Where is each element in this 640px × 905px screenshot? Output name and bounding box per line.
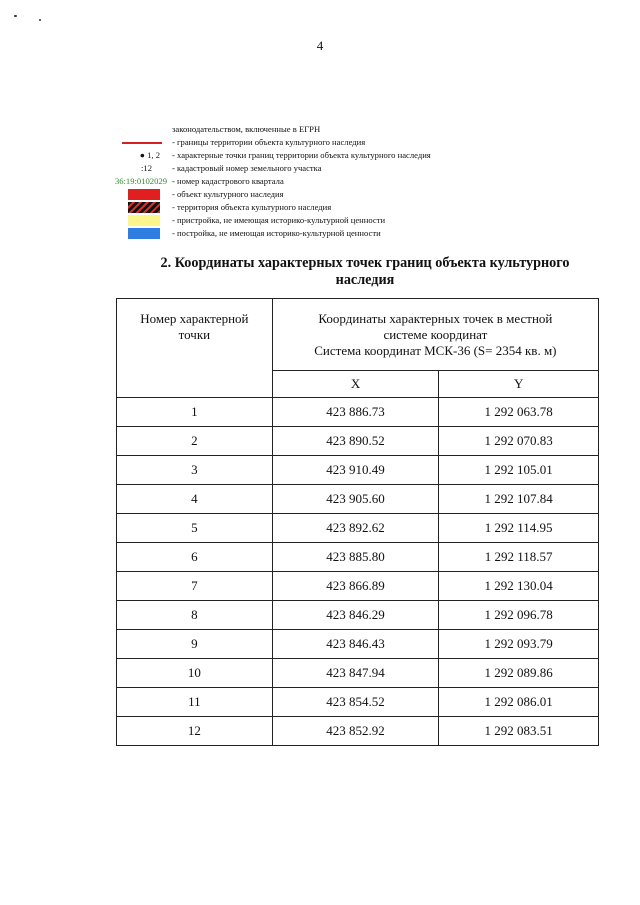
y-coordinate-cell: 1 292 105.01 — [439, 456, 599, 485]
legend-item-building — [100, 227, 520, 240]
y-coordinate-cell: 1 292 086.01 — [439, 688, 599, 717]
header-point-number — [117, 299, 273, 398]
table-row — [117, 427, 599, 456]
legend-text: - постройка, не имеющая историко-культурной ценности — [172, 228, 381, 238]
table-row — [117, 717, 599, 746]
table-row — [117, 456, 599, 485]
table-row — [117, 398, 599, 427]
scan-speck — [39, 19, 41, 21]
red-line-icon — [122, 142, 162, 144]
point-number-cell: 7 — [117, 572, 273, 601]
coordinates-table — [116, 298, 599, 746]
y-coordinate-cell: 1 292 130.04 — [439, 572, 599, 601]
legend-text: - номер кадастрового квартала — [172, 176, 284, 186]
x-coordinate-cell: 423 886.73 — [272, 398, 439, 427]
x-coordinate-cell: 423 910.49 — [272, 456, 439, 485]
legend-item-territory — [100, 201, 520, 214]
x-coordinate-cell: 423 885.80 — [272, 543, 439, 572]
x-coordinate-cell: 423 852.92 — [272, 717, 439, 746]
legend-text: - границы территории объекта культурного наследия — [172, 137, 366, 147]
header-text: Система координат МСК-36 (S= 2354 кв. м) — [314, 342, 557, 358]
header-coordinates — [272, 299, 598, 371]
table-row — [117, 688, 599, 717]
table-row — [117, 543, 599, 572]
page-number: 4 — [316, 38, 324, 53]
section-title-line: наследия — [335, 272, 395, 288]
scan-speck — [14, 15, 17, 17]
point-number-cell: 2 — [117, 427, 273, 456]
x-coordinate-cell: 423 846.29 — [272, 601, 439, 630]
x-coordinate-cell: 423 866.89 — [272, 572, 439, 601]
x-coordinate-cell: 423 854.52 — [272, 688, 439, 717]
legend-intro: законодательством, включенные в ЕГРН — [172, 124, 321, 134]
y-coordinate-cell: 1 292 093.79 — [439, 630, 599, 659]
point-number-cell: 11 — [117, 688, 273, 717]
legend-item-quarter — [100, 175, 520, 188]
header-text: Номер характерной — [140, 311, 249, 326]
header-text: Координаты характерных точек в местной — [318, 310, 553, 326]
header-text: системе координат — [383, 326, 488, 342]
table-row — [117, 659, 599, 688]
yellow-fill-icon — [128, 215, 160, 226]
y-coordinate-cell: 1 292 089.86 — [439, 659, 599, 688]
legend-item-boundary — [100, 136, 520, 149]
table-body — [117, 398, 599, 746]
point-number-cell: 3 — [117, 456, 273, 485]
y-coordinate-cell: 1 292 118.57 — [439, 543, 599, 572]
header-y: Y — [439, 371, 599, 398]
legend-symbol-text: 36:19:0102029 — [114, 176, 167, 186]
legend-item-parcel — [100, 162, 520, 175]
legend-intro-row — [100, 123, 520, 136]
table-row — [117, 601, 599, 630]
y-coordinate-cell: 1 292 083.51 — [439, 717, 599, 746]
legend-item-object — [100, 188, 520, 201]
legend-text: - пристройка, не имеющая историко-культурной ценности — [172, 215, 386, 225]
legend-text: - кадастровый номер земельного участка — [172, 163, 322, 173]
point-number-cell: 12 — [117, 717, 273, 746]
x-coordinate-cell: 423 905.60 — [272, 485, 439, 514]
table-row — [117, 572, 599, 601]
legend-symbol-text: :12 — [141, 163, 152, 173]
y-coordinate-cell: 1 292 107.84 — [439, 485, 599, 514]
map-legend — [100, 123, 520, 240]
legend-item-annex — [100, 214, 520, 227]
point-number-cell: 9 — [117, 630, 273, 659]
table-row — [117, 485, 599, 514]
legend-text: - характерные точки границ территории объекта культурного наследия — [172, 150, 431, 160]
y-coordinate-cell: 1 292 063.78 — [439, 398, 599, 427]
point-number-cell: 1 — [117, 398, 273, 427]
table-row — [117, 514, 599, 543]
hatched-fill-icon — [128, 202, 160, 213]
section-title-line: 2. Координаты характерных точек границ объекта культурного — [160, 255, 570, 271]
legend-text: - территория объекта культурного наследия — [172, 202, 332, 212]
x-coordinate-cell: 423 892.62 — [272, 514, 439, 543]
y-coordinate-cell: 1 292 096.78 — [439, 601, 599, 630]
point-number-cell: 4 — [117, 485, 273, 514]
legend-text: - объект культурного наследия — [172, 189, 284, 199]
x-coordinate-cell: 423 847.94 — [272, 659, 439, 688]
section-title — [130, 255, 600, 289]
y-coordinate-cell: 1 292 114.95 — [439, 514, 599, 543]
point-icon: ● 1, 2 — [139, 150, 160, 160]
point-number-cell: 10 — [117, 659, 273, 688]
header-x: X — [272, 371, 439, 398]
point-number-cell: 6 — [117, 543, 273, 572]
red-fill-icon — [128, 189, 160, 200]
x-coordinate-cell: 423 890.52 — [272, 427, 439, 456]
y-coordinate-cell: 1 292 070.83 — [439, 427, 599, 456]
blue-fill-icon — [128, 228, 160, 239]
point-number-cell: 5 — [117, 514, 273, 543]
x-coordinate-cell: 423 846.43 — [272, 630, 439, 659]
header-text: точки — [178, 327, 211, 342]
table-row — [117, 630, 599, 659]
point-number-cell: 8 — [117, 601, 273, 630]
legend-item-points — [100, 149, 520, 162]
